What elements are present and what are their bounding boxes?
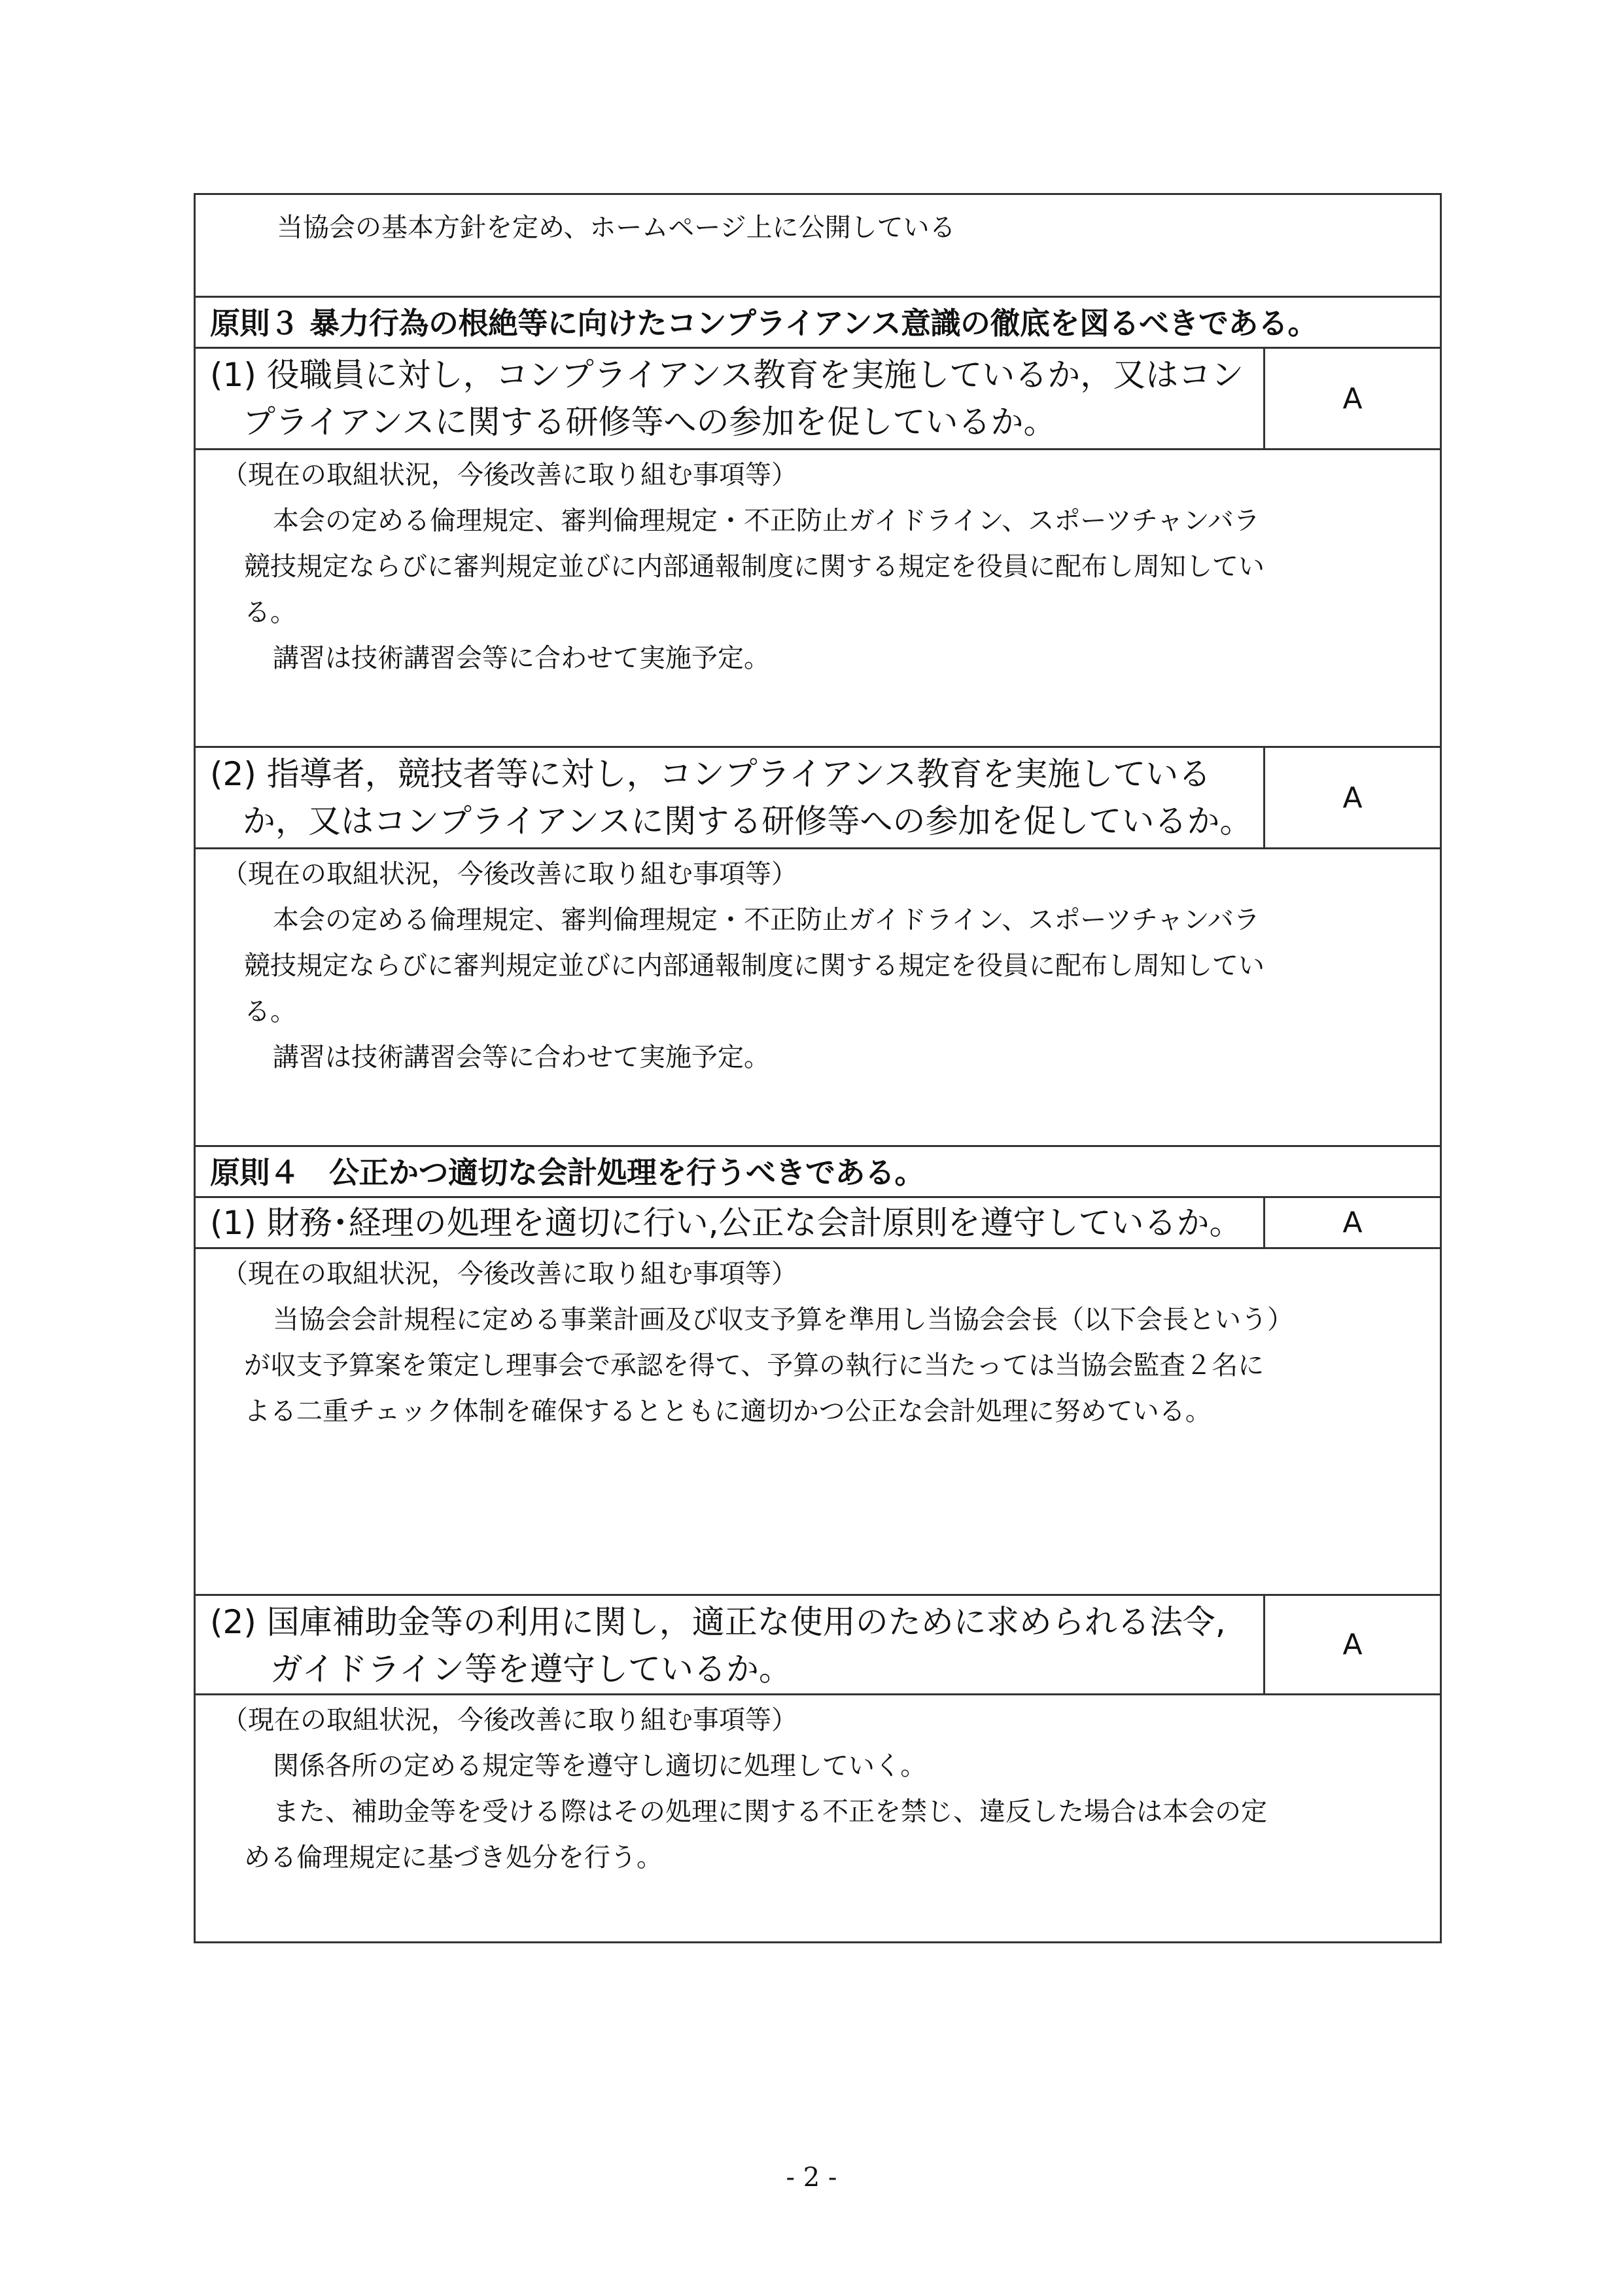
grade-cell: A	[1342, 1628, 1363, 1661]
grade-cell: A	[1342, 381, 1363, 415]
principle-3-title: 原則３ 暴力行為の根絶等に向けたコンプライアンス意識の徹底を図るべきである。	[210, 306, 1318, 341]
detail-line: る。	[244, 997, 296, 1027]
principle-4-item-1	[196, 1198, 1442, 1249]
principle-4-header	[196, 1147, 1442, 1198]
detail-line: が収支予算案を策定し理事会で承認を得て、予算の執行に当たっては当協会監査２名に	[244, 1351, 1265, 1381]
policy-text: 当協会の基本方針を定め、ホームページ上に公開している	[277, 213, 956, 243]
grade-cell: A	[1342, 1206, 1363, 1239]
principle-4-title: 原則４ 公正かつ適切な会計処理を行うべきである。	[210, 1155, 924, 1190]
question-line: (1) 財務･経理の処理を適切に行い,公正な会計原則を遵守しているか。	[210, 1204, 1242, 1242]
question-line: (2) 指導者，競技者等に対し，コンプライアンス教育を実施している	[210, 755, 1212, 793]
principle-3-item-1	[196, 349, 1442, 450]
item-question	[196, 1596, 1265, 1693]
detail-line: る。	[244, 597, 296, 627]
detail-heading: （現在の取組状況，今後改善に取り組む事項等）	[222, 1259, 797, 1289]
item-question	[196, 748, 1265, 847]
detail-line: 競技規定ならびに審判規定並びに内部通報制度に関する規定を役員に配布し周知してい	[244, 951, 1265, 981]
detail-line: 当協会会計規程に定める事業計画及び収支予算を準用し当協会会長（以下会長という）	[273, 1305, 1293, 1335]
question-line: ガイドライン等を遵守しているか。	[270, 1650, 792, 1688]
principle-4-item-2	[196, 1596, 1442, 1695]
principle-3-item-2-detail	[196, 849, 1442, 1147]
detail-heading: （現在の取組状況，今後改善に取り組む事項等）	[222, 1705, 797, 1735]
item-question	[196, 349, 1265, 448]
principle-4-item-2-detail	[196, 1695, 1442, 1943]
detail-line: 本会の定める倫理規定、審判倫理規定・不正防止ガイドライン、スポーツチャンバラ	[273, 506, 1260, 536]
detail-line: 競技規定ならびに審判規定並びに内部通報制度に関する規定を役員に配布し周知してい	[244, 552, 1265, 582]
compliance-table	[194, 193, 1442, 1943]
policy-cell	[196, 195, 1442, 298]
page-number: - 2 -	[786, 2163, 837, 2193]
question-line: (1) 役職員に対し，コンプライアンス教育を実施しているか，又はコン	[210, 356, 1244, 394]
question-line: か，又はコンプライアンスに関する研修等への参加を促しているか。	[243, 802, 1253, 840]
detail-line: よる二重チェック体制を確保するとともに適切かつ公正な会計処理に努めている。	[244, 1396, 1212, 1426]
principle-3-item-2	[196, 748, 1442, 849]
principle-4-item-1-detail	[196, 1249, 1442, 1596]
detail-heading: （現在の取組状況，今後改善に取り組む事項等）	[222, 859, 797, 889]
principle-3-item-1-detail	[196, 450, 1442, 748]
detail-line: 講習は技術講習会等に合わせて実施予定。	[273, 643, 770, 673]
detail-line: 講習は技術講習会等に合わせて実施予定。	[273, 1042, 770, 1072]
detail-heading: （現在の取組状況，今後改善に取り組む事項等）	[222, 460, 797, 490]
grade-cell: A	[1342, 781, 1363, 815]
item-question	[196, 1198, 1265, 1247]
detail-line: 関係各所の定める規定等を遵守し適切に処理していく。	[273, 1751, 927, 1781]
detail-line: める倫理規定に基づき処分を行う。	[244, 1843, 663, 1873]
question-line: プライアンスに関する研修等への参加を促しているか。	[243, 403, 1056, 441]
detail-line: また、補助金等を受ける際はその処理に関する不正を禁じ、違反した場合は本会の定	[273, 1797, 1267, 1827]
detail-line: 本会の定める倫理規定、審判倫理規定・不正防止ガイドライン、スポーツチャンバラ	[273, 905, 1260, 935]
question-line: (2) 国庫補助金等の利用に関し，適正な使用のために求められる法令,	[210, 1603, 1226, 1641]
principle-3-header	[196, 298, 1442, 349]
